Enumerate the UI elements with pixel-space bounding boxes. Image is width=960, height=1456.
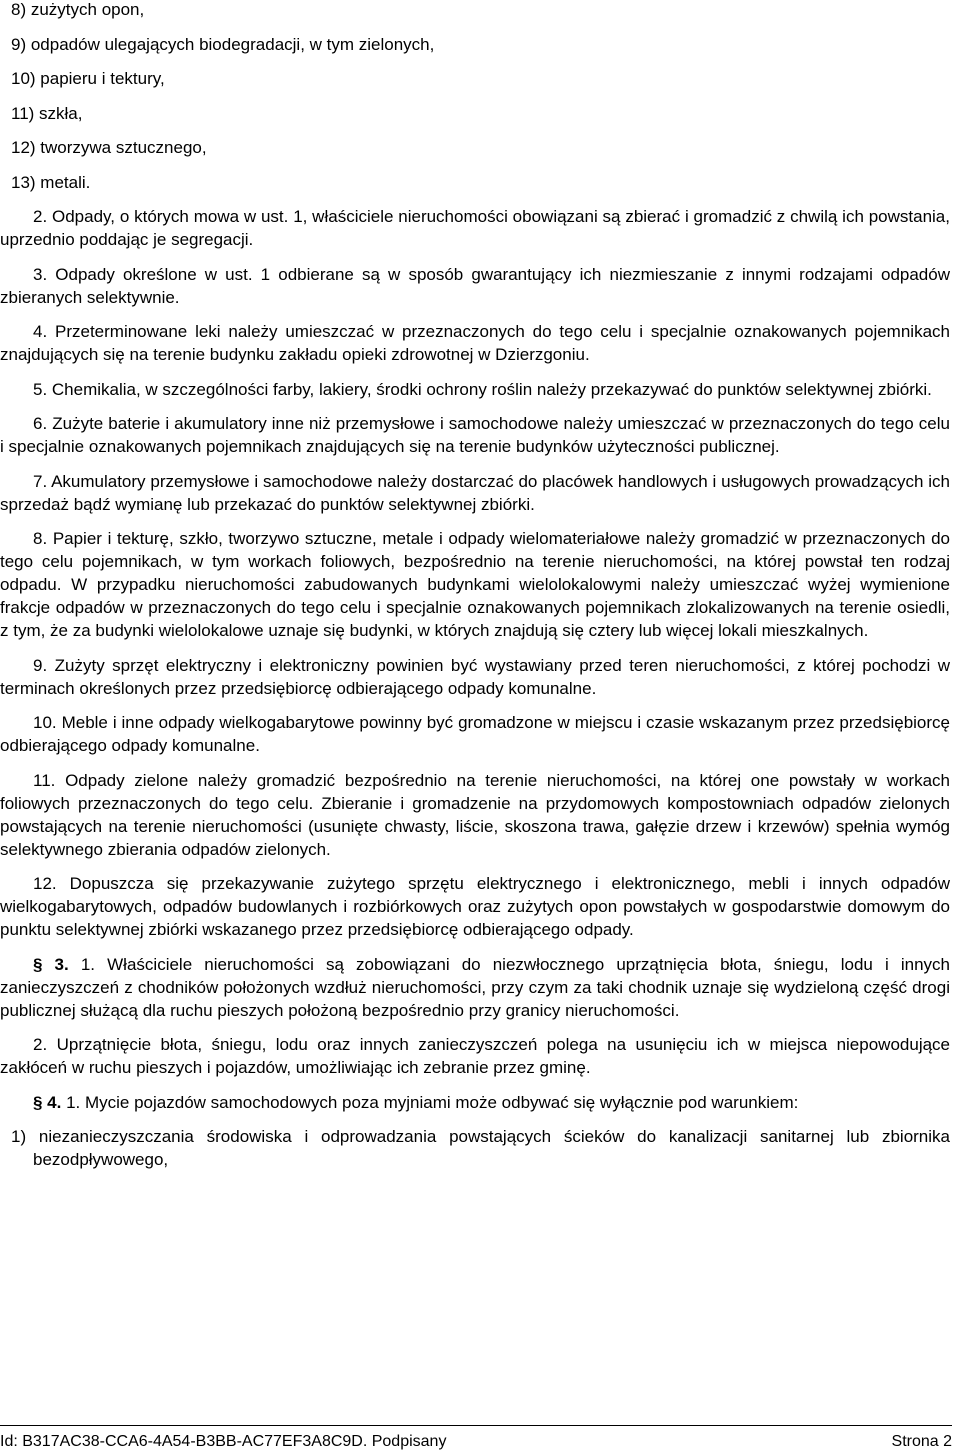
section-3-paragraph-1	[0, 953, 950, 1022]
list-item: 10) papieru i tektury,	[11, 69, 165, 88]
waste-list	[0, 0, 950, 194]
section-3-paragraph-1-text: 1. Właściciele nieruchomości są zobowiązani do niezwłocznego uprzątnięcia błota, śniegu, lodu i innych zanieczyszczeń z chodników położonych wzdłuż nieruchomości, przy czym za taki chodnik uznaje się wydzieloną część drogi publicznej służącą dla ruchu pieszych położoną bezpośrednio przy granicy nieruchomości.	[0, 954, 951, 1020]
section-4-paragraph-1-text: 1. Mycie pojazdów samochodowych poza myjniami może odbywać się wyłącznie pod warunkiem:	[61, 1092, 799, 1112]
paragraph-4: 4. Przeterminowane leki należy umieszczać w przeznaczonych do tego celu i specjalnie oznakowanych pojemnikach znajdujących się na terenie budynku zakładu opieki zdrowotnej w Dzierzgoniu.	[0, 322, 950, 364]
paragraph-3: 3. Odpady określone w ust. 1 odbierane są w sposób gwarantujący ich niezmieszanie z innymi rodzajami odpadów zbieranych selektywnie.	[0, 264, 950, 307]
paragraph-8: 8. Papier i tekturę, szkło, tworzywo sztuczne, metale i odpady wielomateriałowe należy gromadzić w przeznaczonych do tego celu pojemnikach, w tym workach foliowych, bezpośrednio na terenie nieruchomości, na której powstał ten rodzaj odpadu. W przypadku nieruchomości zabudowanych budynkami wielolokalowymi należy umieszczać wyżej wymienione frakcje odpadów w przeznaczonych do tego celu i specjalnie oznakowanych pojemnikach zlokalizowanych na terenie osiedli, z tym, że za budynki wielolokalowe uznaje się budynki, w których znajdują się cztery lub więcej lokali mieszkalnych.	[0, 529, 950, 640]
paragraph-5: 5. Chemikalia, w szczególności farby, lakiery, środki ochrony roślin należy przekazywać do punktów selektywnej zbiórki.	[33, 379, 932, 399]
paragraph-6: 6. Zużyte baterie i akumulatory inne niż przemysłowe i samochodowe należy umieszczać w przeznaczonych do tego celu i specjalnie oznakowanych pojemnikach znajdujących się na terenie budynków użyteczności publicznej.	[0, 414, 950, 456]
list-item: 12) tworzywa sztucznego,	[11, 138, 207, 157]
paragraph-9: 9. Zużyty sprzęt elektryczny i elektroniczny powinien być wystawiany przed teren nieruchomości, z której pochodzi w terminach określonych przez przedsiębiorcę odbierającego odpady komunalne.	[0, 655, 950, 698]
list-item: 11) szkła,	[11, 103, 83, 123]
list-item: 13) metali.	[11, 172, 91, 192]
list-item: 9) odpadów ulegających biodegradacji, w tym zielonych,	[11, 34, 435, 54]
page-number: Strona 2	[891, 1433, 952, 1450]
section-4-marker: § 4.	[33, 1092, 62, 1112]
page-footer	[0, 1425, 952, 1452]
document-id: Id: B317AC38-CCA6-4A54-B3BB-AC77EF3A8C9D. Podpisany	[0, 1433, 447, 1450]
section-4-list-item-1: 1) niezanieczyszczania środowiska i odprowadzania powstających ścieków do kanalizacji sanitarnej lub zbiornika bezodpływowego,	[11, 1127, 950, 1169]
paragraph-2: 2. Odpady, o których mowa w ust. 1, właściciele nieruchomości obowiązani są zbierać i gromadzić z chwilą ich powstania, uprzednio poddając je segregacji.	[0, 207, 950, 249]
paragraph-10: 10. Meble i inne odpady wielkogabarytowe powinny być gromadzone w miejscu i czasie wskazanym przez przedsiębiorcę odbierającego odpady komunalne.	[0, 713, 950, 755]
paragraph-11: 11. Odpady zielone należy gromadzić bezpośrednio na terenie nieruchomości, na której one powstały w workach foliowych przeznaczonych do tego celu. Zbieranie i gromadzenie na przydomowych kompostowniach odpadów zielonych powstających na terenie nieruchomości (usunięte chwasty, liście, skoszona trawa, gałęzie drzew i krzewów) spełnia wymóg selektywnego zbierania odpadów zielonych.	[0, 770, 950, 859]
section-3-marker: § 3.	[33, 954, 69, 974]
paragraph-7: 7. Akumulatory przemysłowe i samochodowe należy dostarczać do placówek handlowych i usługowych prowadzących ich sprzedaż bądź wymianę lub przekazać do punktów selektywnej zbiórki.	[0, 471, 950, 514]
paragraph-12: 12. Dopuszcza się przekazywanie zużytego sprzętu elektrycznego i elektronicznego, mebli i innych odpadów wielkogabarytowych, odpadów budowlanych i rozbiórkowych oraz zużytych opon powstałych w gospodarstwie domowym do punktu selektywnej zbiórki wskazanego przez przedsiębiorcę odbierającego odpady.	[0, 874, 950, 939]
list-item: 8) zużytych opon,	[11, 0, 145, 19]
section-4-paragraph-1	[0, 1091, 950, 1114]
section-3-paragraph-2: 2. Uprzątnięcie błota, śniegu, lodu oraz innych zanieczyszczeń polega na usunięciu ich w miejsca niepowodujące zakłóceń w ruchu pieszych i pojazdów, umożliwiając ich zebranie przez gminę.	[0, 1035, 950, 1077]
